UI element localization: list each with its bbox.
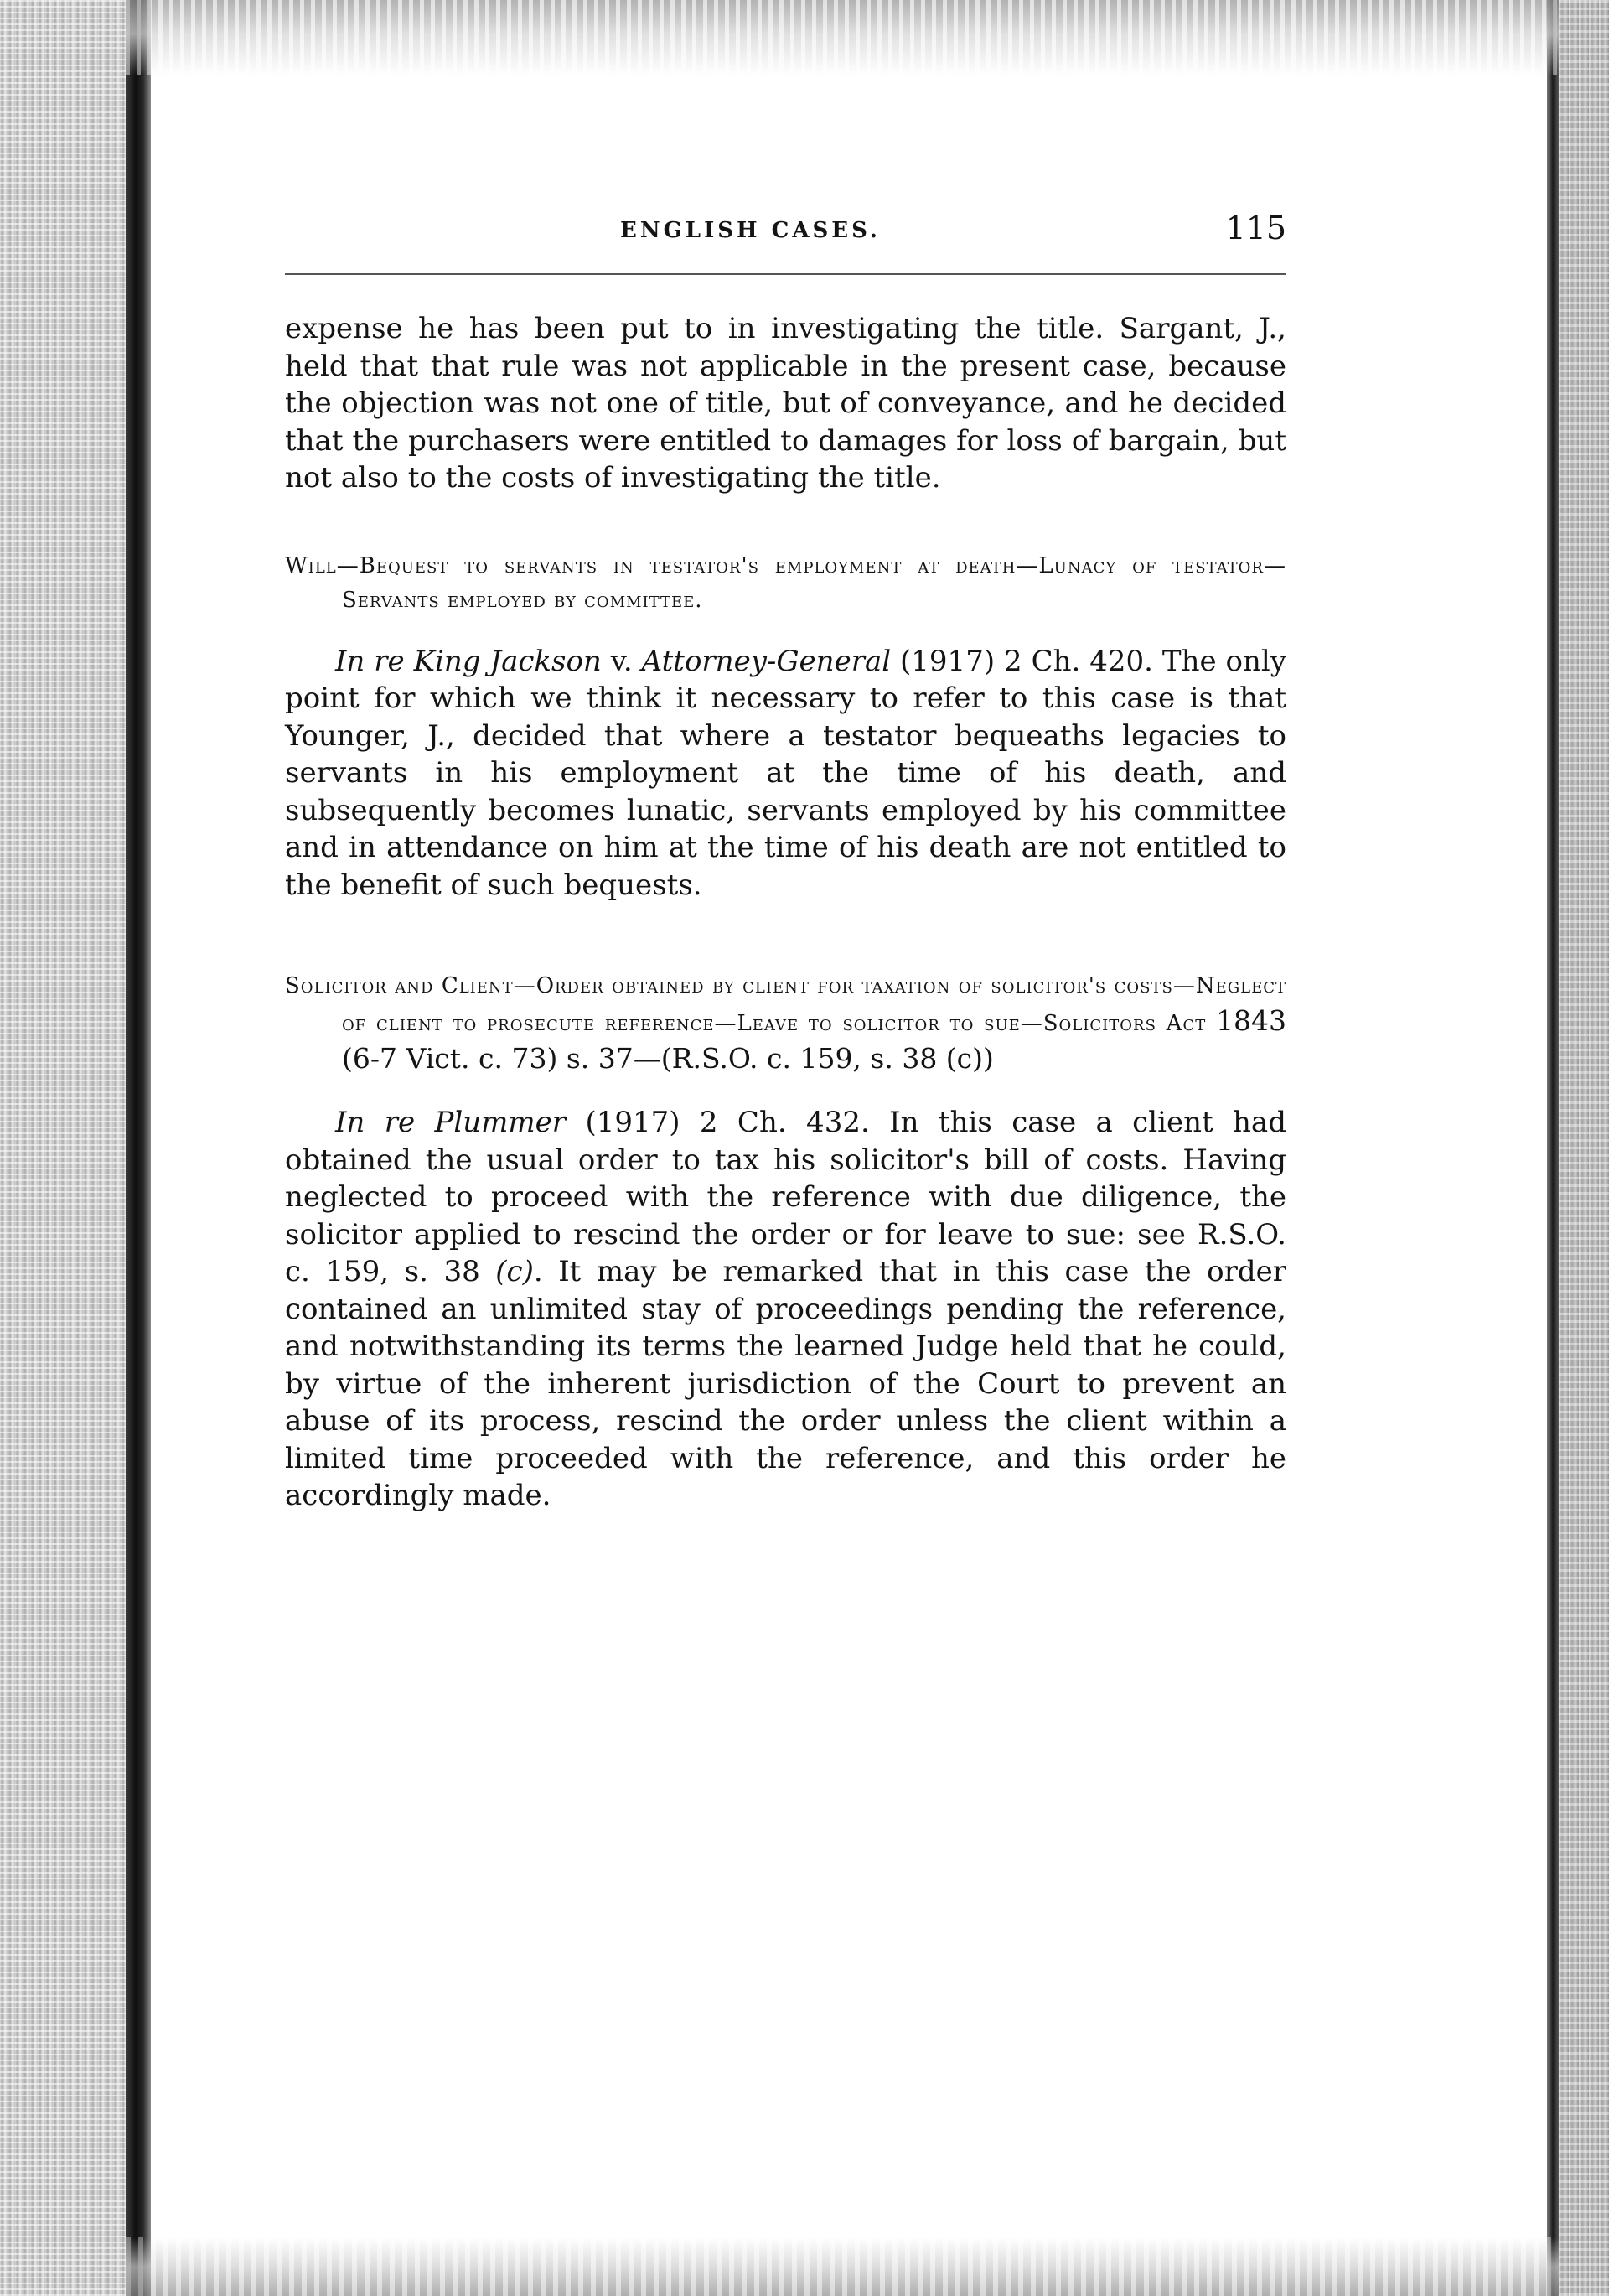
case-body-part-2: . It may be remarked that in this case the order contained an unlimited stay of proceedings pending the reference, and notwithstanding its terms the learned Judge held that he could, by virtue of the inherent jurisdiction of the Court to prevent an abuse of its process, rescind the order unless the client within a limited time proceeded with the reference, and this order he accordingly made.: [285, 1255, 1287, 1512]
case-paragraph-king-jackson: [285, 643, 1286, 904]
case-heading-solicitor: [285, 969, 1286, 1079]
scan-edge-top: [126, 0, 1559, 75]
citation-in-re: In re: [335, 1106, 416, 1139]
case-heading-will: Will—Bequest to servants in testator's employment at death—Lunacy of testator—Servants employed by committee.: [285, 552, 1286, 613]
scan-edge-bottom: [126, 2237, 1559, 2296]
citation-versus: v.: [610, 644, 633, 678]
case-body-subsection: (c): [495, 1255, 534, 1288]
citation-in-re: In re: [335, 644, 405, 678]
continued-paragraph: expense he has been put to in investigating the title. Sargant, J., held that that rule was not applicable in the present case, because the objection was not one of title, but of conveyance, and he decided that the purchasers were entitled to damages for loss of bargain, but not also to the costs of investigating the title.: [285, 312, 1286, 495]
citation-reference: (1917) 2 Ch. 432.: [585, 1106, 870, 1139]
case-body-part-1: In this case a client had obtained the usual order to tax his solicitor's bill of costs. Having neglected to proceed with the reference with due diligence, the solicitor applied to rescind the order or for leave to sue: see R.S.O. c. 159, s. 38: [285, 1106, 1286, 1288]
citation-party-1: Plummer: [434, 1106, 567, 1139]
citation-party-1: King Jackson: [413, 644, 602, 678]
book-spine-shadow: [126, 0, 151, 2296]
page-edge-shadow: [1547, 0, 1559, 2296]
book-page: [285, 210, 1286, 1515]
running-head-title: ENGLISH CASES.: [620, 218, 881, 243]
case-heading-text: Solicitor and Client—Order obtained by client for taxation of solicitor's costs—Neglect of client to prosecute reference—Leave to solicitor to sue—Solicitors Act: [285, 973, 1286, 1036]
running-head: [285, 210, 1286, 260]
case-heading-statute: 1843 (6-7 Vict. c. 73) s. 37—(R.S.O. c. 159, s. 38 (c)): [342, 1004, 1287, 1075]
citation-reference: (1917) 2 Ch. 420.: [900, 644, 1153, 678]
citation-party-2: Attorney-General: [641, 644, 892, 678]
page-number: 115: [1225, 210, 1286, 246]
header-rule: [285, 273, 1286, 275]
case-paragraph-plummer: [285, 1104, 1286, 1515]
case-body: The only point for which we think it necessary to refer to this case is that Younger, J., decided that where a testator bequeaths legacies to servants in his employment at the time of his death, and subsequently becomes lunatic, servants employed by his committee and in attendance on him at the time of his death are not entitled to the benefit of such bequests.: [285, 644, 1286, 902]
scan-edge-left: [0, 0, 126, 2296]
